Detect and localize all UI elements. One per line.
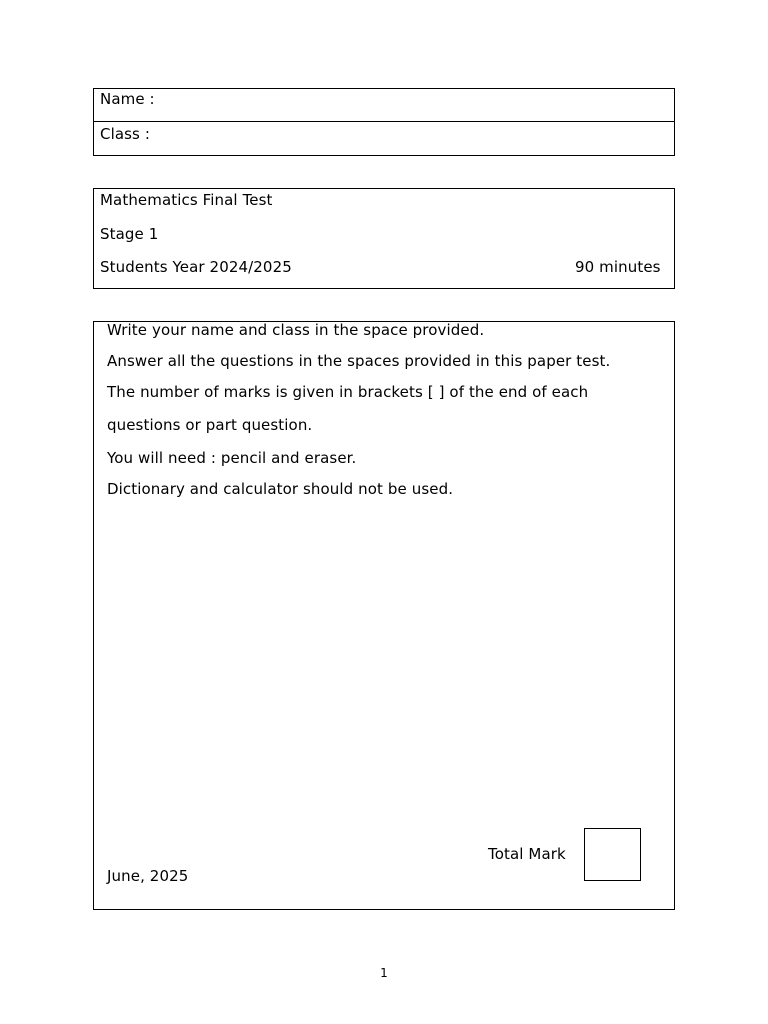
instruction-line: The number of marks is given in brackets [ ] of the end of each (107, 383, 589, 401)
instruction-line: Answer all the questions in the spaces provided in this paper test. (107, 352, 611, 370)
test-title: Mathematics Final Test (100, 191, 273, 209)
name-label: Name : (100, 90, 155, 108)
instructions-box (93, 321, 675, 910)
student-info-box (93, 88, 675, 156)
instruction-line: You will need : pencil and eraser. (107, 449, 357, 467)
student-info-divider (93, 121, 675, 122)
test-stage: Stage 1 (100, 225, 159, 243)
total-mark-label: Total Mark (488, 845, 566, 863)
total-mark-box[interactable] (584, 828, 641, 881)
test-duration: 90 minutes (575, 258, 661, 276)
test-date: June, 2025 (107, 867, 189, 885)
instruction-line: Dictionary and calculator should not be used. (107, 480, 454, 498)
instruction-line: Write your name and class in the space provided. (107, 321, 485, 339)
class-label: Class : (100, 125, 150, 143)
instruction-line: questions or part question. (107, 416, 313, 434)
test-year: Students Year 2024/2025 (100, 258, 292, 276)
page-number: 1 (380, 966, 388, 980)
